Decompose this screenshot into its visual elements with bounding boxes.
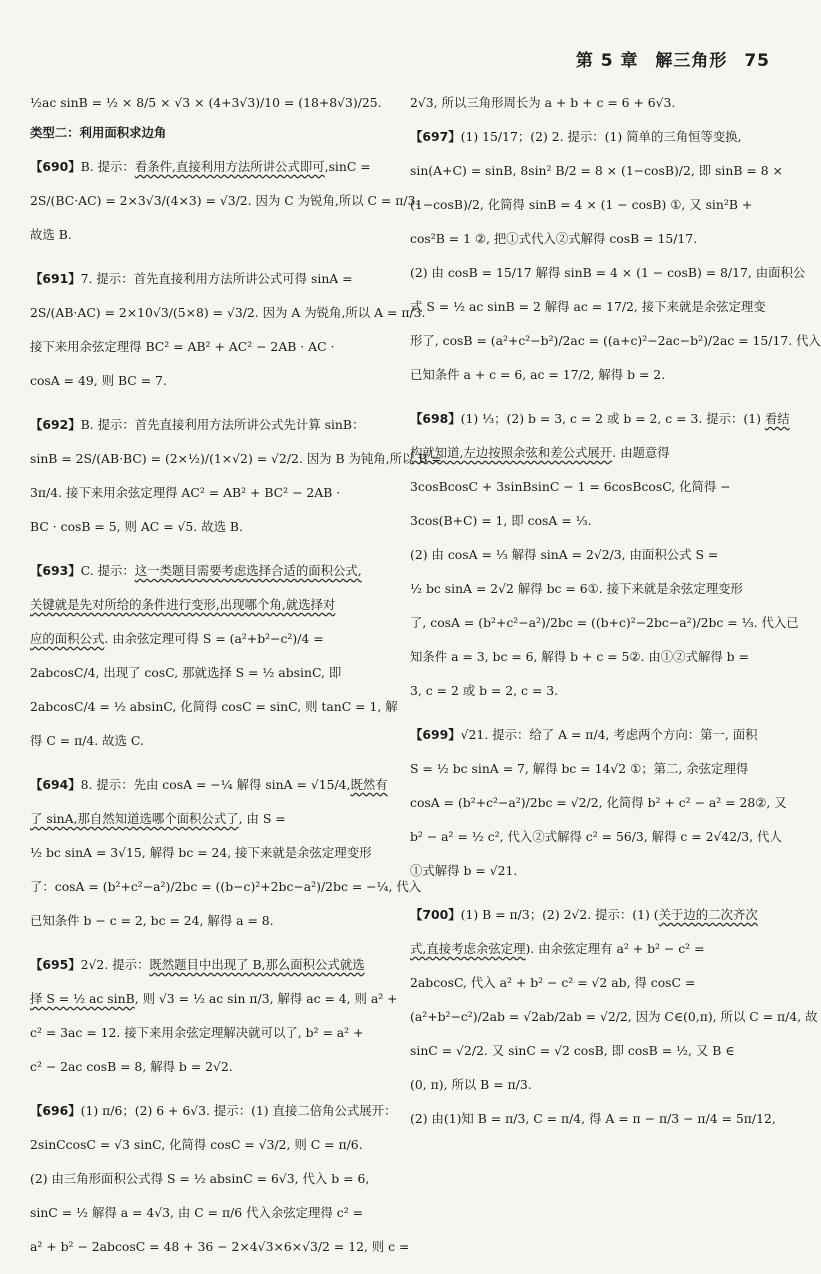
emphasized-text: 这一类题目需要考虑选择合适的面积公式, [134, 563, 362, 578]
answer-line [30, 510, 385, 544]
answer-text: (1) 15/17；(2) 2. 提示：(1) 简单的三角恒等变换, [460, 129, 742, 144]
answer-line [30, 1196, 385, 1230]
answer-text: cosA = (b²+c²−a²)/2bc = √2/2, 化简得 b² + c² − a² = 28②, 又 [410, 795, 787, 810]
problem-number: 【693】 [30, 563, 81, 578]
answer-line [410, 120, 770, 154]
answer-entry [30, 554, 398, 758]
problem-number: 【699】 [410, 727, 461, 742]
answer-entry [30, 948, 398, 1084]
problem-number: 【691】 [30, 271, 81, 286]
answer-line [410, 1102, 776, 1136]
answer-line [410, 932, 770, 966]
answer-line [410, 324, 821, 358]
answer-text: (2) 由 cosB = 15/17 解得 sinB = 4 × (1 − cosB) = 8/17, 由面积公 [410, 265, 806, 280]
answer-text: 了, cosA = (b²+c²−a²)/2bc = ((b+c)²−2bc−a²)/2bc = ⅓. 代入已 [410, 615, 799, 630]
answer-text: (a²+b²−c²)/2ab = √2ab/2ab = √2/2, 因为 C∈(0,π), 所以 C = π/4, 故 [410, 1009, 818, 1024]
problem-number: 【700】 [410, 907, 461, 922]
answer-line [30, 768, 388, 802]
problem-number: 【697】 [410, 129, 461, 144]
problem-number: 【692】 [30, 417, 81, 432]
answer-line [30, 218, 385, 252]
answer-line [410, 854, 770, 888]
answer-text: 2S/(AB·AC) = 2×10√3/(5×8) = √3/2. 因为 A 为锐角,所以 A = π/3. [30, 305, 426, 320]
answer-line [410, 436, 770, 470]
answer-line [410, 188, 770, 222]
answer-line [30, 1162, 385, 1196]
answer-line [30, 1016, 385, 1050]
answer-text: 故选 B. [30, 227, 72, 242]
answer-text: C. 提示： [80, 563, 135, 578]
answer-text: b² − a² = ½ c², 代入②式解得 c² = 56/3, 解得 c = 2√42/3, 代人 [410, 829, 782, 844]
page-header [566, 46, 770, 71]
answer-line [410, 898, 770, 932]
emphasized-text: 了 sinA,那自然知道选哪个面积公式了 [30, 811, 239, 826]
answer-line [30, 690, 398, 724]
answer-line [30, 724, 385, 758]
answer-text: (0, π), 所以 B = π/3. [410, 1077, 532, 1092]
answer-line [410, 1068, 770, 1102]
answer-text: 了：cosA = (b²+c²−a²)/2bc = ((b−c)²+2bc−a²)/2bc = −¼, 代入 [30, 879, 422, 894]
answer-entry [30, 768, 422, 938]
emphasized-text: 既然有 [350, 777, 388, 792]
emphasized-text: 应的面积公式 [30, 631, 105, 646]
answer-text: √21. 提示：给了 A = π/4, 考虑两个方向：第一, 面积 [460, 727, 758, 742]
answer-text: 3cos(B+C) = 1, 即 cosA = ⅓. [410, 513, 592, 528]
answer-text: 3π/4. 接下来用余弦定理得 AC² = AB² + BC² − 2AB · [30, 485, 341, 500]
answer-line [410, 966, 770, 1000]
answer-text: sin(A+C) = sinB, 8sin² B/2 = 8 × (1−cosB)/2, 即 sinB = 8 × [410, 163, 783, 178]
answer-text: , 则 √3 = ½ ac sin π/3, 解得 ac = 4, 则 a² + [134, 991, 398, 1006]
answer-line [30, 184, 420, 218]
chapter-label: 第 5 章 [575, 51, 639, 71]
answer-line [30, 904, 385, 938]
answer-line [30, 1230, 410, 1264]
answer-text: 得 C = π/4. 故选 C. [30, 733, 144, 748]
answer-line [410, 470, 770, 504]
emphasized-text: 看条件,直接利用方法所讲公式即可 [134, 159, 325, 174]
answer-line [410, 674, 770, 708]
answer-line [30, 1094, 397, 1128]
answer-text: . 由余弦定理可得 S = (a²+b²−c²)/4 = [104, 631, 324, 646]
answer-line [30, 296, 426, 330]
answer-line [30, 948, 385, 982]
problem-number: 【698】 [410, 411, 461, 426]
answer-entry [410, 120, 821, 392]
right-entries [410, 120, 821, 1136]
answer-text: 7. 提示：首先直接利用方法所讲公式可得 sinA = [80, 271, 353, 286]
continued-line: 2√3, 所以三角形周长为 a + b + c = 6 + 6√3. [410, 95, 676, 110]
answer-entry [410, 898, 818, 1136]
answer-text: ①式解得 b = √21. [410, 863, 518, 878]
answer-text: BC · cosB = 5, 则 AC = √5. 故选 B. [30, 519, 243, 534]
problem-number: 【695】 [30, 957, 81, 972]
answer-line [410, 606, 799, 640]
answer-text: 2S/(BC·AC) = 2×3√3/(4×3) = √3/2. 因为 C 为锐角,所以 C = π/3. [30, 193, 420, 208]
answer-line [30, 656, 385, 690]
answer-text: S = ½ bc sinA = 7, 解得 bc = 14√2 ①；第二, 余弦定理得 [410, 761, 749, 776]
problem-number: 【694】 [30, 777, 81, 792]
answer-text: 8. 提示：先由 cosA = −¼ 解得 sinA = √15/4, [80, 777, 351, 792]
chapter-title: 解三角形 [655, 51, 728, 71]
right-column [410, 86, 821, 1146]
continued-line: ½ac sinB = ½ × 8/5 × √3 × (4+3√3)/10 = (18+8√3)/25. [30, 95, 382, 110]
problem-number: 【696】 [30, 1103, 81, 1118]
emphasized-text: 构就知道,左边按照余弦和差公式展开 [410, 445, 613, 460]
answer-text: sinC = ½ 解得 a = 4√3, 由 C = π/6 代入余弦定理得 c² = [30, 1205, 364, 1220]
answer-line [30, 802, 385, 836]
answer-text: 式 S = ½ ac sinB = 2 解得 ac = 17/2, 接下来就是余弦定理变 [410, 299, 766, 314]
answer-line [30, 442, 442, 476]
answer-text: 3cosBcosC + 3sinBsinC − 1 = 6cosBcosC, 化简得 − [410, 479, 731, 494]
answer-text: , 由 S = [238, 811, 286, 826]
answer-text: c² = 3ac = 12. 接下来用余弦定理解决就可以了, b² = a² + [30, 1025, 364, 1040]
answer-line [30, 476, 385, 510]
answer-text: cos²B = 1 ②, 把①式代入②式解得 cosB = 15/17. [410, 231, 698, 246]
answer-entry [30, 1094, 410, 1264]
answer-line [410, 786, 787, 820]
emphasized-text: 关键就是先对所给的条件进行变形,出现哪个角,就选择对 [30, 597, 336, 612]
answer-entry [30, 262, 426, 398]
answer-line [30, 364, 385, 398]
answer-text: 已知条件 b − c = 2, bc = 24, 解得 a = 8. [30, 913, 274, 928]
answer-text: B. 提示： [80, 159, 135, 174]
answer-line [410, 256, 806, 290]
answer-text: (1−cosB)/2, 化简得 sinB = 4 × (1 − cosB) ①, 又 sin²B + [410, 197, 753, 212]
answer-text: (2) 由 cosA = ⅓ 解得 sinA = 2√2/3, 由面积公式 S = [410, 547, 719, 562]
answer-text: (1) B = π/3；(2) 2√2. 提示：(1) ( [460, 907, 659, 922]
answer-text: ). 由余弦定理有 a² + b² − c² = [525, 941, 705, 956]
emphasized-text: 看结 [764, 411, 790, 426]
answer-text: B. 提示：首先直接利用方法所讲公式先计算 sinB： [80, 417, 365, 432]
answer-line [410, 820, 782, 854]
answer-line [410, 222, 770, 256]
answer-line [410, 752, 770, 786]
answer-line [30, 982, 398, 1016]
answer-text: ½ bc sinA = 3√15, 解得 bc = 24, 接下来就是余弦定理变形 [30, 845, 372, 860]
answer-entry [30, 150, 420, 252]
answer-line [410, 640, 770, 674]
answer-text: 2abcosC, 代入 a² + b² − c² = √2 ab, 得 cosC = [410, 975, 696, 990]
answer-text: 2abcosC/4, 出现了 cosC, 那就选择 S = ½ absinC, 即 [30, 665, 342, 680]
answer-text: sinB = 2S/(AB·BC) = (2×½)/(1×√2) = √2/2. 因为 B 为钝角,所以 B = [30, 451, 442, 466]
answer-line [30, 836, 385, 870]
answer-line [410, 1034, 770, 1068]
answer-text: 2abcosC/4 = ½ absinC, 化简得 cosC = sinC, 则 tanC = 1, 解 [30, 699, 398, 714]
problem-number: 【690】 [30, 159, 81, 174]
answer-entry [410, 402, 799, 708]
emphasized-text: 关于边的二次齐次 [658, 907, 758, 922]
answer-entry [410, 718, 787, 888]
emphasized-text: 既然题目中出现了 B,那么面积公式就选 [149, 957, 365, 972]
answer-line [410, 290, 770, 324]
answer-line [410, 718, 770, 752]
answer-text: (2) 由三角形面积公式得 S = ½ absinC = 6√3, 代入 b = 6, [30, 1171, 370, 1186]
answer-text: 2sinCcosC = √3 sinC, 化简得 cosC = √3/2, 则 C = π/6. [30, 1137, 363, 1152]
answer-line [30, 870, 422, 904]
answer-line [30, 1050, 385, 1084]
answer-line [410, 358, 770, 392]
answer-text: 已知条件 a + c = 6, ac = 17/2, 解得 b = 2. [410, 367, 666, 382]
answer-text: 形了, cosB = (a²+c²−b²)/2ac = ((a+c)²−2ac−b²)/2ac = 15/17. 代入 [410, 333, 821, 348]
answer-line [30, 622, 385, 656]
answer-line [30, 554, 385, 588]
answer-line [30, 330, 385, 364]
answer-line [30, 150, 385, 184]
answer-text: sinC = √2/2. 又 sinC = √2 cosB, 即 cosB = ½, 又 B ∈ [410, 1043, 735, 1058]
answer-line [30, 262, 385, 296]
emphasized-text: 式,直接考虑余弦定理 [410, 941, 526, 956]
answer-line [410, 538, 770, 572]
answer-text: 2√2. 提示： [80, 957, 150, 972]
answer-line [410, 504, 770, 538]
answer-line [410, 154, 783, 188]
answer-text: c² − 2ac cosB = 8, 解得 b = 2√2. [30, 1059, 233, 1074]
answer-text: 知条件 a = 3, bc = 6, 解得 b + c = 5②. 由①②式解得 b = [410, 649, 749, 664]
page-number: 75 [744, 51, 770, 71]
section-heading: 类型二：利用面积求边角 [30, 125, 167, 140]
answer-line [30, 408, 385, 442]
answer-text: ,sinC = [324, 159, 371, 174]
answer-line [410, 572, 770, 606]
answer-line [30, 1128, 385, 1162]
emphasized-text: 择 S = ½ ac sinB [30, 991, 135, 1006]
answer-text: (1) ⅓；(2) b = 3, c = 2 或 b = 2, c = 3. 提示：(1) [460, 411, 765, 426]
answer-text: (2) 由(1)知 B = π/3, C = π/4, 得 A = π − π/3 − π/4 = 5π/12, [410, 1111, 776, 1126]
answer-text: . 由题意得 [612, 445, 670, 460]
answer-text: 接下来用余弦定理得 BC² = AB² + AC² − 2AB · AC · [30, 339, 335, 354]
answer-text: 3, c = 2 或 b = 2, c = 3. [410, 683, 559, 698]
answer-line [30, 588, 385, 622]
answer-line [410, 402, 790, 436]
answer-text: ½ bc sinA = 2√2 解得 bc = 6①. 接下来就是余弦定理变形 [410, 581, 743, 596]
answer-text: cosA = 49, 则 BC = 7. [30, 373, 167, 388]
answer-line [410, 1000, 818, 1034]
answer-text: (1) π/6；(2) 6 + 6√3. 提示：(1) 直接二倍角公式展开： [80, 1103, 397, 1118]
answer-text: a² + b² − 2abcosC = 48 + 36 − 2×4√3×6×√3/2 = 12, 则 c = [30, 1239, 410, 1254]
